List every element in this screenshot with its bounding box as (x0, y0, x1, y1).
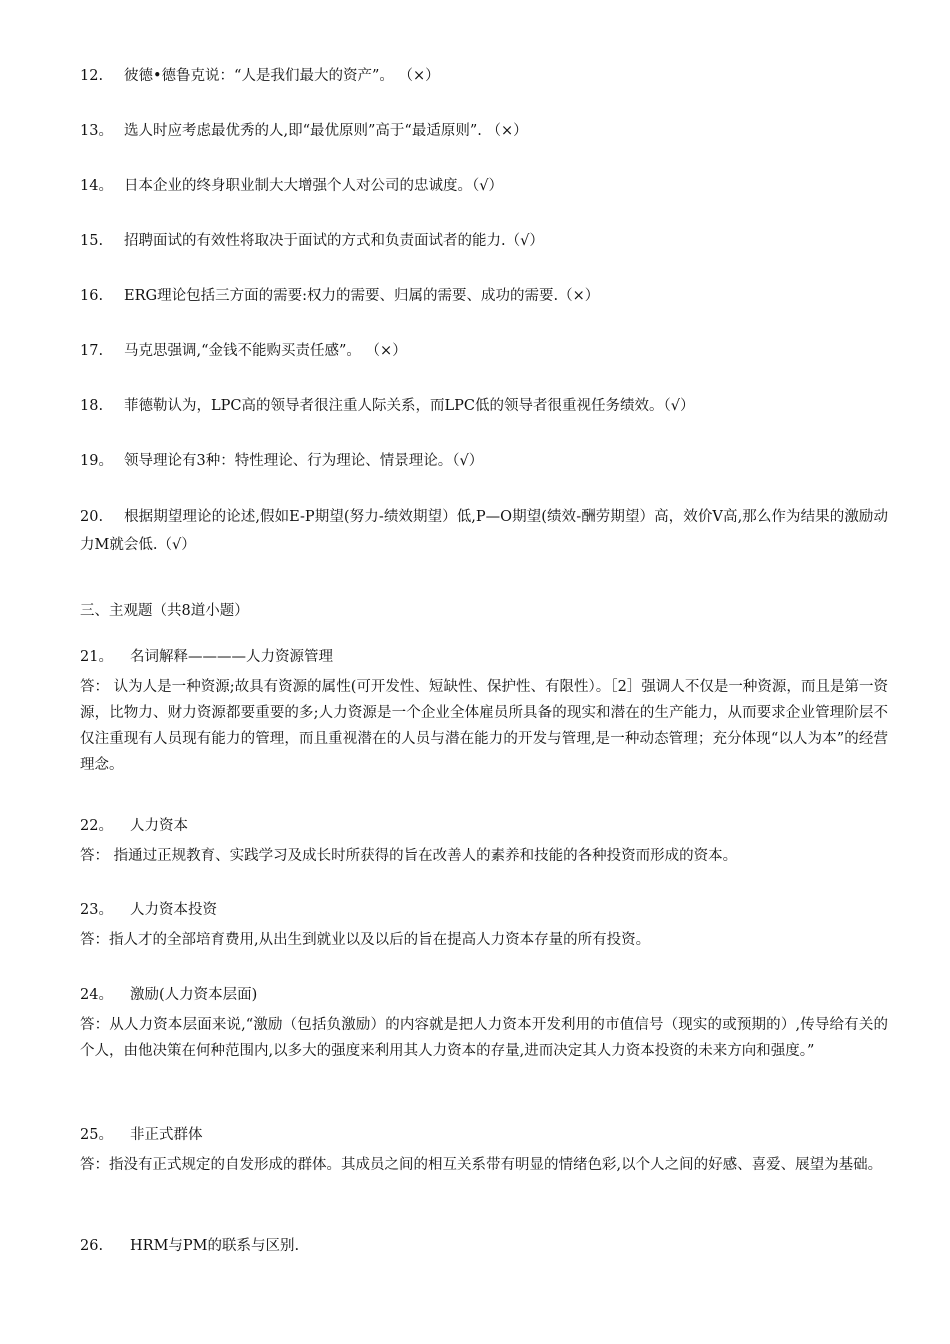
item-text: 领导理论有3种：特性理论、行为理论、情景理论。（√） (124, 453, 484, 469)
question-number: 21。 (80, 649, 113, 665)
item-number: 18. (80, 398, 104, 414)
item-text: 选人时应考虑最优秀的人,即“最优原则”高于“最适原则”. （×） (124, 123, 528, 139)
item-text: 根据期望理论的论述,假如E-P期望(努力-绩效期望）低,P—O期望(绩效-酬劳期望）高，效价V高,那么作为结果的激励动力M就会低.（√） (80, 509, 888, 553)
question-heading (80, 899, 217, 921)
item-number: 15. (80, 233, 104, 249)
item-number: 17. (80, 343, 104, 359)
item-number: 13。 (80, 123, 113, 139)
question-title: 名词解释————人力资源管理 (130, 649, 333, 665)
tf-item (80, 450, 483, 472)
question-title: 激励(人力资本层面) (130, 987, 258, 1003)
question-number: 25。 (80, 1127, 113, 1143)
question-number: 24。 (80, 987, 113, 1003)
item-text: 菲德勒认为，LPC高的领导者很注重人际关系，而LPC低的领导者很重视任务绩效。（√） (124, 398, 695, 414)
question-heading (80, 1124, 203, 1146)
question-title: 人力资本 (130, 818, 188, 834)
item-text: 日本企业的终身职业制大大增强个人对公司的忠诚度。（√） (124, 178, 503, 194)
question-answer: 答：指没有正式规定的自发形成的群体。其成员之间的相互关系带有明显的情绪色彩,以个人之间的好感、喜爱、展望为基础。 (80, 1157, 883, 1173)
question-number: 26. (80, 1238, 104, 1254)
question-answer: 答： 认为人是一种资源;故具有资源的属性(可开发性、短缺性、保护性、有限性）。［2］强调人不仅是一种资源，而且是第一资源，比物力、财力资源都要重要的多;人力资源是一个企业全体雇员所具备的现实和潜在的生产能力，从而要求企业管理阶层不仅注重现有人员现有能力的管理，而且重视潜在的人员与潜在能力的开发与管理,是一种动态管理；充分体现“以人为本”的经营理念。 (80, 679, 888, 773)
question-heading (80, 984, 257, 1006)
item-number: 16. (80, 288, 104, 304)
item-text: 马克思强调,“金钱不能购买责任感”。 （×） (124, 343, 407, 359)
question-answer: 答：从人力资本层面来说,“激励（包括负激励）的内容就是把人力资本开发利用的市值信号（现实的或预期的）,传导给有关的个人，由他决策在何种范围内,以多大的强度来利用其人力资本的存量,进而决定其人力资本投资的未来方向和强度。” (80, 1017, 888, 1059)
question-title: 非正式群体 (130, 1127, 203, 1143)
item-number: 20. (80, 509, 104, 525)
item-text: ERG理论包括三方面的需要:权力的需要、归属的需要、成功的需要.（×） (124, 288, 600, 304)
question-number: 23。 (80, 902, 113, 918)
question-title: HRM与PM的联系与区别. (130, 1238, 300, 1254)
item-number: 19。 (80, 453, 113, 469)
item-text: 招聘面试的有效性将取决于面试的方式和负责面试者的能力.（√） (124, 233, 544, 249)
question-title: 人力资本投资 (130, 902, 217, 918)
tf-item (80, 65, 440, 87)
question-number: 22。 (80, 818, 113, 834)
question-heading (80, 646, 333, 668)
item-number: 14。 (80, 178, 113, 194)
tf-item (80, 340, 407, 362)
section-title: 三、主观题（共8道小题） (80, 603, 249, 619)
tf-item (80, 285, 599, 307)
question-answer: 答： 指通过正规教育、实践学习及成长时所获得的旨在改善人的素养和技能的各种投资而形成的资本。 (80, 848, 738, 864)
tf-item (80, 503, 888, 559)
tf-item (80, 120, 528, 142)
question-heading (80, 815, 188, 837)
question-answer: 答：指人才的全部培育费用,从出生到就业以及以后的旨在提高人力资本存量的所有投资。 (80, 932, 651, 948)
tf-item (80, 175, 503, 197)
item-text: 彼德•德鲁克说：“人是我们最大的资产”。 （×） (124, 68, 440, 84)
tf-item (80, 230, 544, 252)
item-number: 12. (80, 68, 104, 84)
tf-item (80, 395, 694, 417)
question-heading (80, 1235, 299, 1257)
